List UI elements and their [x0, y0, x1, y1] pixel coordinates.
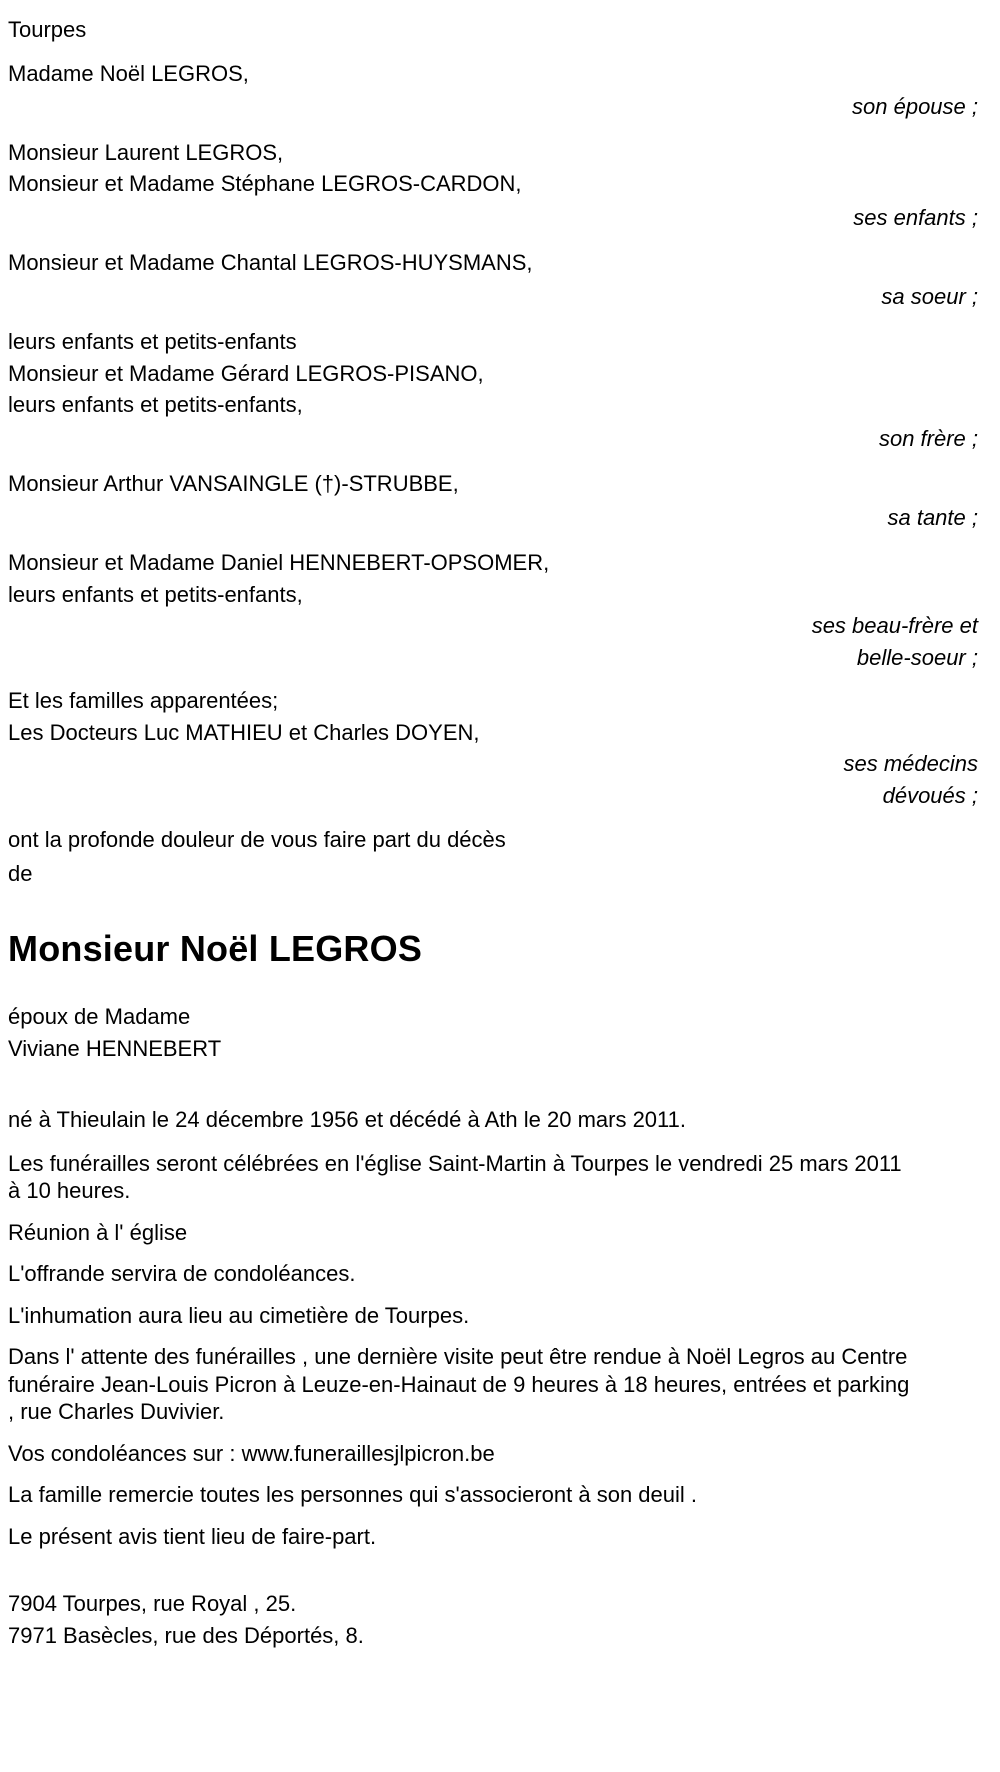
- relation-label: son frère ;: [878, 425, 978, 451]
- relation-label-line: ses médecins: [843, 751, 978, 776]
- family-name-line: Et les familles apparentées;: [8, 688, 279, 713]
- birth-death-paragraph: né à Thieulain le 24 décembre 1956 et décédé à Ath le 20 mars 2011.: [8, 1107, 686, 1132]
- relation-label: [8, 610, 978, 673]
- spacer: [8, 673, 978, 685]
- notice-paragraph: Le présent avis tient lieu de faire-part.: [8, 1523, 377, 1549]
- spacer: [8, 811, 978, 823]
- address-line: 7904 Tourpes, rue Royal , 25.: [8, 1591, 297, 1616]
- relation-label-line: belle-soeur ;: [856, 644, 978, 670]
- visitation-paragraph: Dans l' attente des funérailles , une dernière visite peut être rendue à Noël Legros au Centre funéraire Jean-Louis Picron à Leuze-en-Hainaut de 9 heures à 18 heures, entrées et parking , rue Charles Duvivier.: [8, 1344, 910, 1424]
- family-name-line: leurs enfants et petits-enfants,: [8, 392, 303, 417]
- family-entry: [8, 685, 978, 811]
- deceased-name: Monsieur Noël LEGROS: [8, 928, 423, 969]
- spouse-line: époux de Madame: [8, 1004, 191, 1029]
- family-entry: [8, 326, 978, 456]
- family-name-line: leurs enfants et petits-enfants,: [8, 581, 303, 607]
- family-name-line: Monsieur Laurent LEGROS,: [8, 139, 284, 165]
- address-block: [8, 1588, 978, 1651]
- spacer: [8, 1064, 978, 1094]
- family-name-line: leurs enfants et petits-enfants: [8, 329, 297, 354]
- thanks-paragraph: La famille remercie toutes les personnes qui s'associeront à son deuil .: [8, 1482, 698, 1507]
- spacer: [8, 125, 978, 137]
- family-entry: [8, 547, 978, 673]
- gathering-paragraph: Réunion à l' église: [8, 1219, 188, 1245]
- address-line: 7971 Basècles, rue des Déportés, 8.: [8, 1622, 364, 1648]
- relation-label: sa tante ;: [887, 504, 978, 530]
- family-name-line: Les Docteurs Luc MATHIEU et Charles DOYEN,: [8, 719, 480, 745]
- lead-line: de: [8, 860, 33, 886]
- family-name-line: Madame Noël LEGROS,: [8, 60, 249, 86]
- relation-label-line: ses beau-frère et: [811, 613, 978, 638]
- family-name-line: Monsieur et Madame Stéphane LEGROS-CARDON,: [8, 171, 522, 196]
- spouse-line: Viviane HENNEBERT: [8, 1035, 222, 1061]
- relation-label-line: dévoués ;: [882, 782, 978, 808]
- funeral-service-paragraph: Les funérailles seront célébrées en l'église Saint-Martin à Tourpes le vendredi 25 mars 2011 à 10 heures.: [8, 1150, 902, 1203]
- burial-paragraph: L'inhumation aura lieu au cimetière de Tourpes.: [8, 1302, 470, 1328]
- family-entry: [8, 137, 978, 236]
- spacer: [8, 314, 978, 326]
- family-entry: [8, 468, 978, 535]
- lead-line: ont la profonde douleur de vous faire part du décès: [8, 827, 506, 852]
- spacer: [8, 46, 978, 58]
- condolences-website-paragraph: Vos condoléances sur : www.funeraillesjlpicron.be: [8, 1440, 495, 1466]
- spacer: [8, 456, 978, 468]
- relation-label: [8, 748, 978, 811]
- locality: Tourpes: [8, 17, 87, 42]
- spacer: [8, 535, 978, 547]
- family-name-line: Monsieur et Madame Chantal LEGROS-HUYSMANS,: [8, 250, 533, 275]
- spacer: [8, 235, 978, 247]
- relation-label: son épouse ;: [852, 94, 978, 119]
- relation-label: sa soeur ;: [881, 283, 978, 309]
- family-name-line: Monsieur et Madame Daniel HENNEBERT-OPSOMER,: [8, 550, 550, 575]
- offering-paragraph: L'offrande servira de condoléances.: [8, 1261, 356, 1286]
- family-entry: [8, 58, 978, 125]
- family-name-line: Monsieur Arthur VANSAINGLE (†)-STRUBBE,: [8, 471, 459, 496]
- relation-label: ses enfants ;: [853, 204, 978, 230]
- family-entry: [8, 247, 978, 314]
- family-name-line: Monsieur et Madame Gérard LEGROS-PISANO,: [8, 360, 484, 386]
